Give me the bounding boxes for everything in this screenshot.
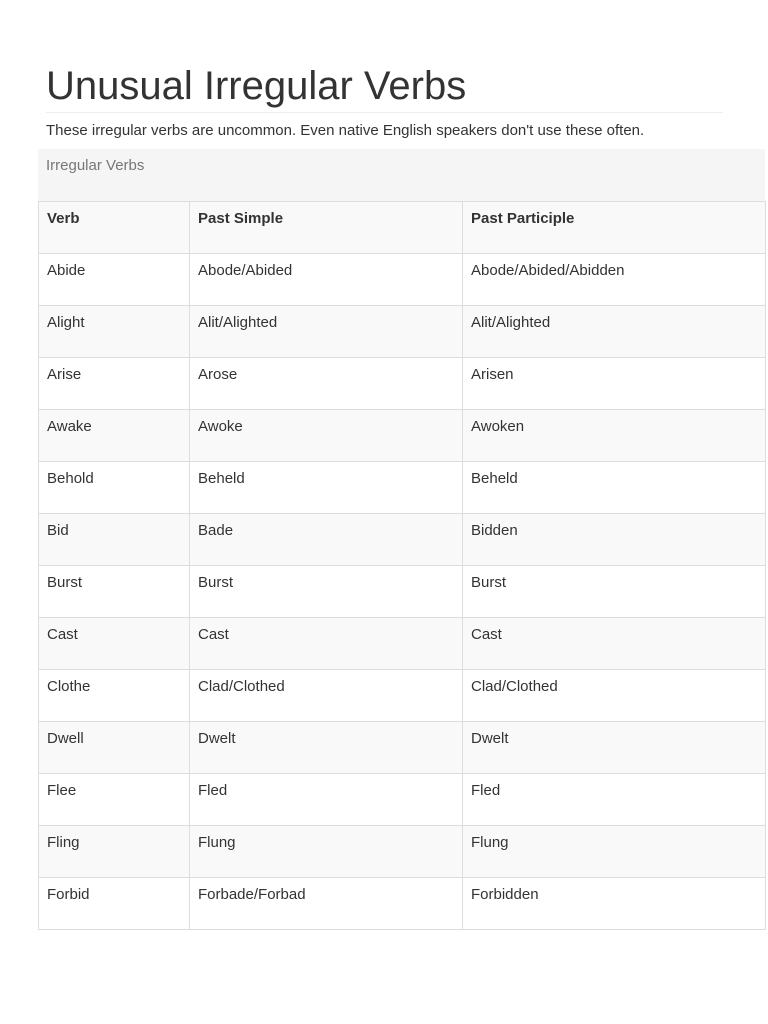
- verb-cell: Alight: [39, 306, 190, 358]
- past-participle-cell: Awoken: [463, 410, 766, 462]
- table-row: [39, 254, 766, 306]
- past-simple-cell: Fled: [190, 774, 463, 826]
- table-row: [39, 618, 766, 670]
- verb-cell: Dwell: [39, 722, 190, 774]
- verb-cell: Burst: [39, 566, 190, 618]
- past-simple-cell: Dwelt: [190, 722, 463, 774]
- verb-cell: Awake: [39, 410, 190, 462]
- verb-cell: Flee: [39, 774, 190, 826]
- column-header-past-simple: Past Simple: [190, 202, 463, 254]
- past-simple-cell: Clad/Clothed: [190, 670, 463, 722]
- table-row: [39, 878, 766, 930]
- past-participle-cell: Flung: [463, 826, 766, 878]
- table-row: [39, 566, 766, 618]
- page-title: Unusual Irregular Verbs: [46, 64, 467, 108]
- past-participle-cell: Abode/Abided/Abidden: [463, 254, 766, 306]
- table-row: [39, 826, 766, 878]
- verb-cell: Behold: [39, 462, 190, 514]
- verb-cell: Bid: [39, 514, 190, 566]
- past-participle-cell: Burst: [463, 566, 766, 618]
- table-row: [39, 306, 766, 358]
- past-simple-cell: Arose: [190, 358, 463, 410]
- past-participle-cell: Forbidden: [463, 878, 766, 930]
- past-participle-cell: Clad/Clothed: [463, 670, 766, 722]
- past-simple-cell: Beheld: [190, 462, 463, 514]
- past-participle-cell: Dwelt: [463, 722, 766, 774]
- verb-cell: Forbid: [39, 878, 190, 930]
- intro-text: These irregular verbs are uncommon. Even native English speakers don't use these often.: [46, 122, 645, 139]
- table-header-row: [39, 202, 766, 254]
- table-row: [39, 410, 766, 462]
- past-participle-cell: Bidden: [463, 514, 766, 566]
- past-simple-cell: Forbade/Forbad: [190, 878, 463, 930]
- past-participle-cell: Alit/Alighted: [463, 306, 766, 358]
- past-simple-cell: Burst: [190, 566, 463, 618]
- table-row: [39, 462, 766, 514]
- table-row: [39, 514, 766, 566]
- verb-cell: Abide: [39, 254, 190, 306]
- column-header-verb: Verb: [39, 202, 190, 254]
- past-simple-cell: Alit/Alighted: [190, 306, 463, 358]
- past-simple-cell: Flung: [190, 826, 463, 878]
- verb-cell: Fling: [39, 826, 190, 878]
- past-participle-cell: Beheld: [463, 462, 766, 514]
- verb-cell: Cast: [39, 618, 190, 670]
- table-row: [39, 774, 766, 826]
- table-row: [39, 358, 766, 410]
- panel-heading: Irregular Verbs: [38, 149, 765, 201]
- past-simple-cell: Bade: [190, 514, 463, 566]
- past-simple-cell: Cast: [190, 618, 463, 670]
- past-participle-cell: Arisen: [463, 358, 766, 410]
- past-participle-cell: Fled: [463, 774, 766, 826]
- table-row: [39, 670, 766, 722]
- title-divider: [46, 112, 723, 113]
- past-participle-cell: Cast: [463, 618, 766, 670]
- table-row: [39, 722, 766, 774]
- past-simple-cell: Abode/Abided: [190, 254, 463, 306]
- verb-cell: Clothe: [39, 670, 190, 722]
- past-simple-cell: Awoke: [190, 410, 463, 462]
- verbs-table: [38, 201, 766, 930]
- column-header-past-participle: Past Participle: [463, 202, 766, 254]
- verb-cell: Arise: [39, 358, 190, 410]
